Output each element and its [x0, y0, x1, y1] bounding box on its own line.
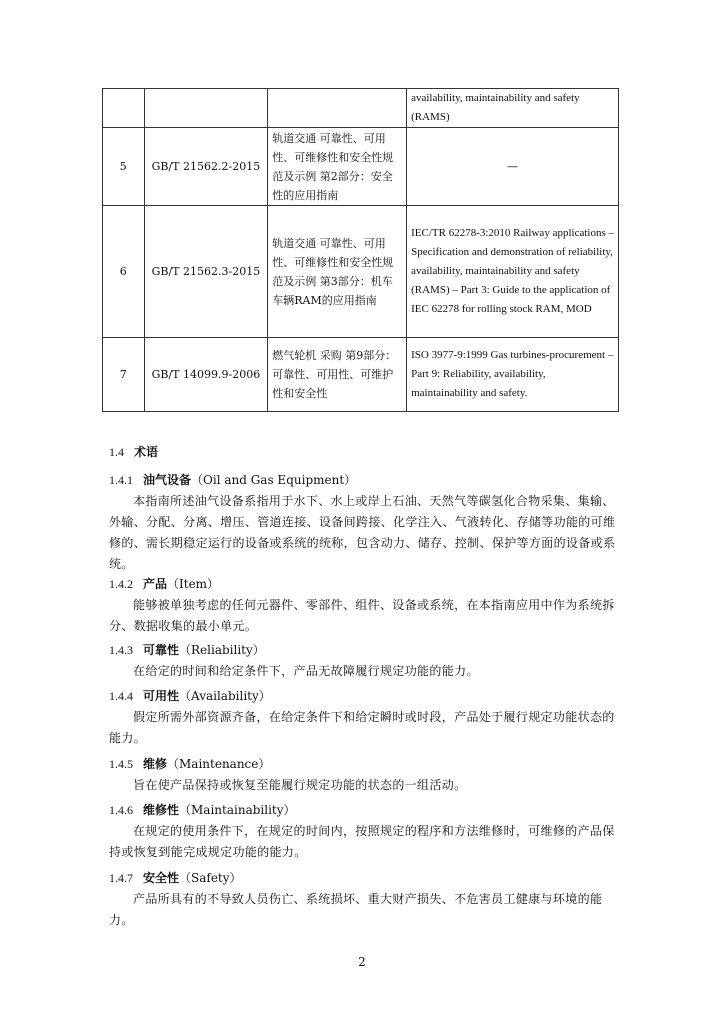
- standard-code: GB/T 21562.3-2015: [144, 206, 268, 338]
- term-definition: 产品所具有的不导致人员伤亡、系统损坏、重大财产损失、不危害员工健康与环境的能力。: [109, 892, 603, 927]
- term-definition: 假定所需外部资源齐备，在给定条件下和给定瞬时或时段，产品处于履行规定功能状态的能力。: [109, 710, 615, 745]
- term-english: （Availability）: [179, 689, 271, 703]
- term-english: （Reliability）: [179, 643, 265, 657]
- standard-title: [268, 89, 407, 128]
- term-entry: [109, 640, 619, 682]
- reference-standard: ISO 3977-9:1999 Gas turbines-procurement – Part 9: Reliability, availability, maintainability and safety.: [407, 338, 619, 412]
- term-definition: 在规定的使用条件下，在规定的时间内，按照规定的程序和方法维修时，可维修的产品保持或恢复到能完成规定功能的能力。: [109, 824, 615, 859]
- term-entry: [109, 574, 619, 637]
- section-title: 术语: [134, 445, 159, 459]
- term-title: 可靠性: [143, 643, 180, 657]
- term-title: 产品: [143, 577, 168, 591]
- term-definition: 在给定的时间和给定条件下，产品无故障履行规定功能的能力。: [133, 664, 479, 678]
- row-number: 6: [103, 206, 145, 338]
- term-number: 1.4.3: [109, 643, 133, 657]
- term-title: 可用性: [143, 689, 180, 703]
- term-entry: [109, 754, 619, 796]
- row-number: [103, 89, 145, 128]
- term-title: 维修性: [143, 803, 180, 817]
- table-row: [103, 206, 619, 338]
- term-title: 维修: [143, 757, 168, 771]
- term-english: （Maintenance）: [167, 757, 271, 771]
- term-number: 1.4.4: [109, 689, 133, 703]
- term-entry: [109, 686, 619, 749]
- standards-table: [102, 88, 619, 412]
- row-number: 7: [103, 338, 145, 412]
- term-title: 安全性: [143, 871, 180, 885]
- standard-title: 轨道交通 可靠性、可用性、可维修性和安全性规范及示例 第2部分：安全性的应用指南: [268, 128, 407, 206]
- table-row: [103, 338, 619, 412]
- term-entry: [109, 800, 619, 863]
- row-number: 5: [103, 128, 145, 206]
- page-number: 2: [358, 955, 366, 969]
- term-number: 1.4.1: [109, 473, 133, 487]
- reference-standard: availability, maintainability and safety (RAMS): [407, 89, 619, 128]
- term-number: 1.4.7: [109, 871, 133, 885]
- standard-code: [144, 89, 268, 128]
- section-number: 1.4: [109, 445, 124, 459]
- reference-standard: IEC/TR 62278-3:2010 Railway applications – Specification and demonstration of reliability, availability, maintainability and safety (RAMS) – Part 3: Guide to the application of IEC 62278 for rolling stock RAM, MOD: [407, 206, 619, 338]
- section-heading: [109, 442, 619, 463]
- term-definition: 本指南所述油气设备系指用于水下、水上或岸上石油、天然气等碳氢化合物采集、集输、外输、分配、分离、增压、管道连接、设备间跨接、化学注入、气液转化、存储等功能的可维修的、需长期稳定运行的设备或系统的统称，包含动力、储存、控制、保护等方面的设备或系统。: [109, 494, 616, 571]
- term-entry: [109, 868, 619, 931]
- term-title: 油气设备: [143, 473, 192, 487]
- table-row: [103, 89, 619, 128]
- term-entry: [109, 470, 619, 575]
- standard-title: 燃气轮机 采购 第9部分：可靠性、可用性、可维护性和安全性: [268, 338, 407, 412]
- standard-code: GB/T 21562.2-2015: [144, 128, 268, 206]
- term-number: 1.4.5: [109, 757, 133, 771]
- standard-code: GB/T 14099.9-2006: [144, 338, 268, 412]
- term-english: （Maintainability）: [179, 803, 296, 817]
- table-row: [103, 128, 619, 206]
- term-english: （Oil and Gas Equipment）: [191, 473, 357, 487]
- standard-title: 轨道交通 可靠性、可用性、可维修性和安全性规范及示例 第3部分：机车车辆RAM的应用指南: [268, 206, 407, 338]
- term-english: （Safety）: [179, 871, 242, 885]
- term-definition: 能够被单独考虑的任何元器件、零部件、组件、设备或系统，在本指南应用中作为系统拆分、数据收集的最小单元。: [109, 598, 615, 633]
- term-number: 1.4.6: [109, 803, 133, 817]
- term-definition: 旨在使产品保持或恢复至能履行规定功能的状态的一组活动。: [133, 778, 467, 792]
- reference-standard: —: [407, 128, 619, 206]
- term-number: 1.4.2: [109, 577, 133, 591]
- term-english: （Item）: [167, 577, 220, 591]
